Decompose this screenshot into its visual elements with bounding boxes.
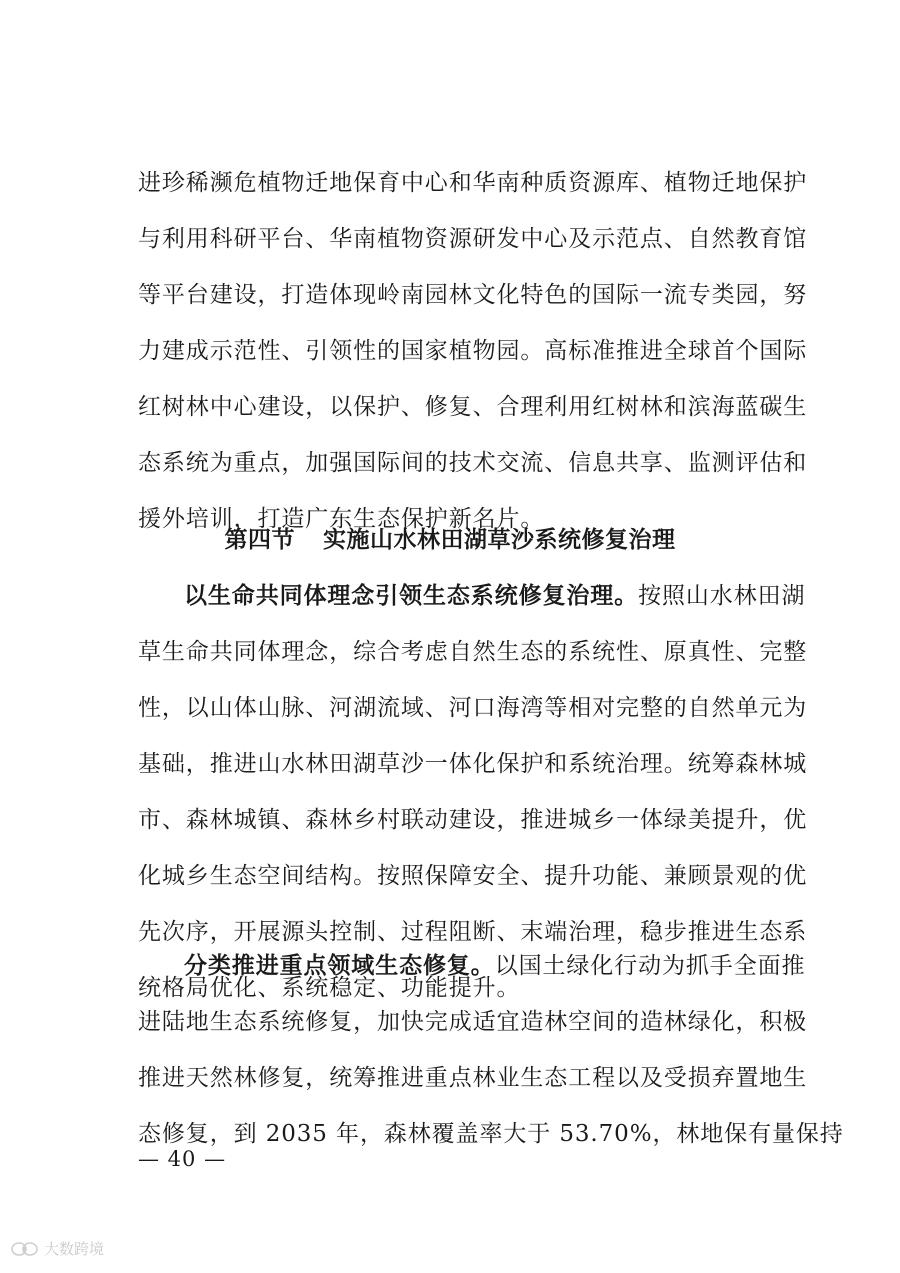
paragraph-line: 进珍稀濒危植物迁地保育中心和华南种质资源库、植物迁地保护 xyxy=(138,170,808,196)
paragraph-line: 态系统为重点，加强国际间的技术交流、信息共享、监测评估和 xyxy=(138,450,808,476)
paragraph-line: 力建成示范性、引领性的国家植物园。高标准推进全球首个国际 xyxy=(138,338,808,364)
section-heading xyxy=(0,512,900,568)
paragraph-line-text: 以国土绿化行动为抓手全面推 xyxy=(494,953,806,979)
paragraph-line: 与利用科研平台、华南植物资源研发中心及示范点、自然教育馆 xyxy=(138,226,808,252)
watermark-text: 大数跨境 xyxy=(44,1240,105,1258)
paragraph-first-line xyxy=(138,938,806,994)
paragraph-line: 草生命共同体理念，综合考虑自然生态的系统性、原真性、完整 xyxy=(138,639,808,665)
paragraph-line: 市、森林城镇、森林乡村联动建设，推进城乡一体绿美提升，优 xyxy=(138,807,808,833)
paragraph-line: 援外培训，打造广东生态保护新名片。 xyxy=(138,506,545,532)
paragraph-line: 推进天然林修复，统筹推进重点林业生态工程以及受损弃置地生 xyxy=(138,1065,808,1091)
paragraph-line: 等平台建设，打造体现岭南园林文化特色的国际一流专类园，努 xyxy=(138,282,808,308)
paragraph-line: 进陆地生态系统修复，加快完成适宜造林空间的造林绿化，积极 xyxy=(138,1009,808,1035)
paragraph-line: 性，以山体山脉、河湖流域、河口海湾等相对完整的自然单元为 xyxy=(138,695,808,721)
section-title: 实施山水林田湖草沙系统修复治理 xyxy=(323,527,676,553)
watermark-logo-icon xyxy=(10,1240,40,1258)
watermark xyxy=(10,1238,104,1259)
paragraph-line: 化城乡生态空间结构。按照保障安全、提升功能、兼顾景观的优 xyxy=(138,863,808,889)
paragraph-line: 红树林中心建设，以保护、修复、合理利用红树林和滨海蓝碳生 xyxy=(138,394,808,420)
section-number: 第四节 xyxy=(224,527,295,553)
paragraph-1 xyxy=(138,155,808,547)
paragraph-line: 基础，推进山水林田湖草沙一体化保护和系统治理。统筹森林城 xyxy=(138,751,808,777)
paragraph-lead: 以生命共同体理念引领生态系统修复治理。 xyxy=(184,582,639,609)
page-number: — 40 — xyxy=(138,1147,227,1171)
paragraph-first-line xyxy=(138,568,806,624)
paragraph-line: 先次序，开展源头控制、过程阻断、末端治理，稳步推进生态系 xyxy=(138,919,808,945)
paragraph-line-text: 按照山水林田湖 xyxy=(638,583,806,609)
paragraph-lead: 分类推进重点领域生态修复。 xyxy=(184,952,495,979)
paragraph-3 xyxy=(138,938,844,1162)
paragraph-line: 统格局优化、系统稳定、功能提升。 xyxy=(138,975,521,1001)
paragraph-line: 态修复，到 2035 年，森林覆盖率大于 53.70%，林地保有量保持 xyxy=(138,1121,844,1147)
